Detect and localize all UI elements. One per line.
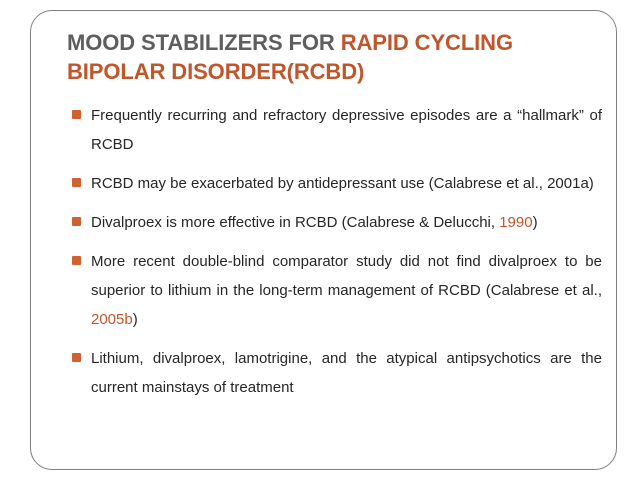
bullet-text: More recent double-blind comparator study did not find divalproex to be superior to lithium in the long-term management of RCBD (Calabrese et al., [91,253,602,299]
bullet-item-2 [72,169,602,198]
title-text-accent-line2: BIPOLAR DISORDER(RCBD) [67,59,365,84]
bullet-item-1 [72,101,602,159]
bullet-text: Frequently recurring and refractory depressive episodes are a “hallmark” of RCBD [91,107,602,153]
bullet-text-end: ) [132,311,138,328]
bullet-item-3 [72,208,602,237]
citation-year-link[interactable]: 2005b [91,311,133,328]
square-bullet-icon [72,217,81,226]
bullet-text-end: ) [532,214,538,231]
bullet-text: RCBD may be exacerbated by antidepressant use (Calabrese et al., 2001a) [91,175,594,192]
square-bullet-icon [72,110,81,119]
title-text-gray: MOOD STABILIZERS FOR [67,30,341,55]
bullet-text: Divalproex is more effective in RCBD (Calabrese & Delucchi, [91,214,500,231]
square-bullet-icon [72,178,81,187]
bullet-text: Lithium, divalproex, lamotrigine, and the atypical antipsychotics are the current mainstays of treatment [91,350,602,396]
square-bullet-icon [72,353,81,362]
square-bullet-icon [72,256,81,265]
bullet-item-4 [72,247,602,334]
slide-title [67,28,607,86]
title-text-accent: RAPID CYCLING [340,30,513,55]
bullet-item-5 [72,344,602,402]
bullet-list [72,101,602,412]
citation-year-link[interactable]: 1990 [499,214,533,231]
